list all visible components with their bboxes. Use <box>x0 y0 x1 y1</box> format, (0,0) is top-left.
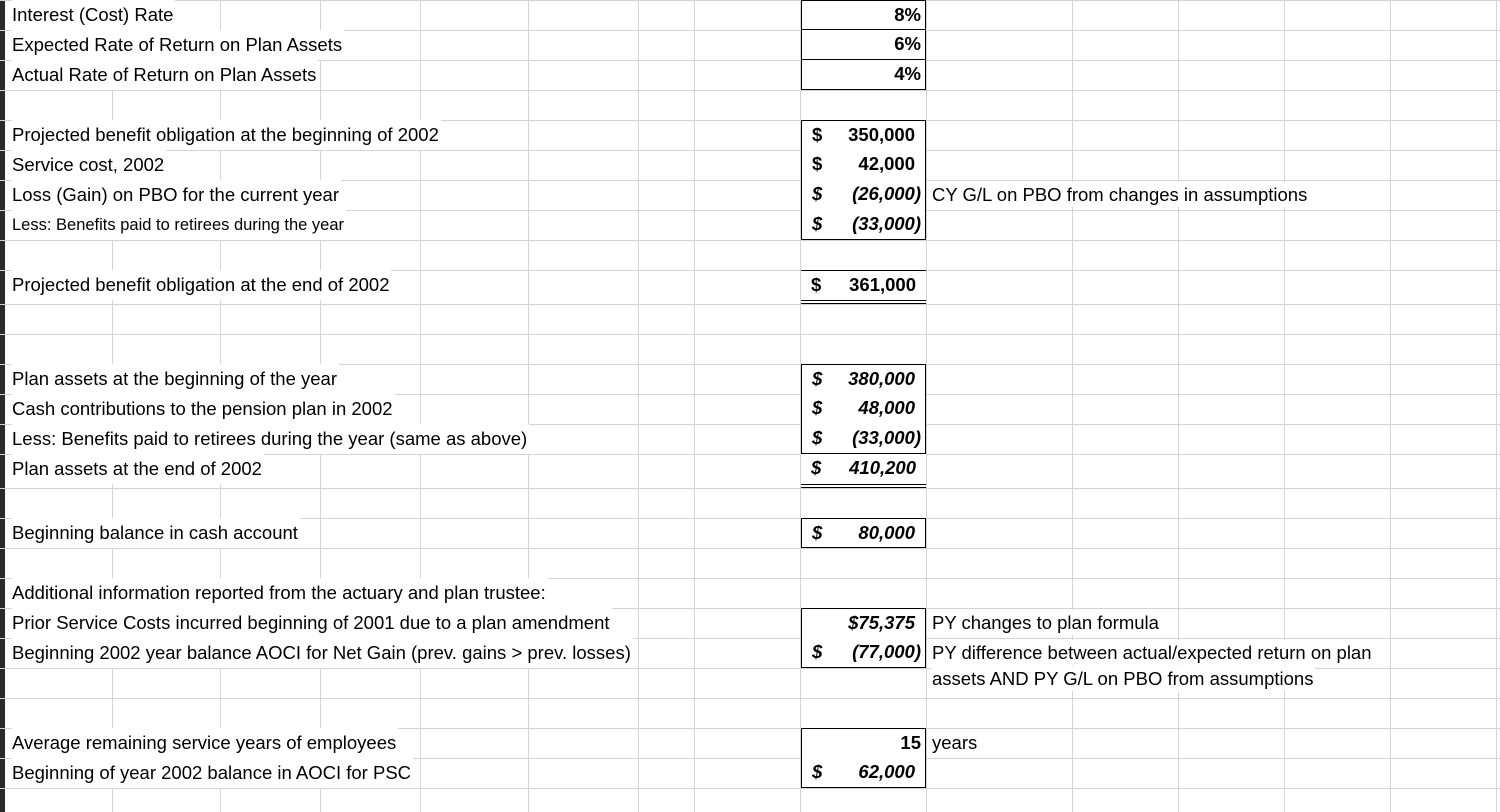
pbo-benefits-cell[interactable] <box>801 210 926 240</box>
contributions-value: 48,000 <box>858 397 915 418</box>
grid-column-line <box>638 0 639 812</box>
currency-symbol: $ <box>812 183 823 204</box>
interest-rate-label: Interest (Cost) Rate <box>12 0 175 30</box>
grid-row-line <box>0 698 1500 699</box>
grid-column-line <box>1390 0 1391 812</box>
actual-return-value: 4% <box>894 63 921 84</box>
pbo-begin-cell[interactable] <box>801 120 926 150</box>
psc-label: Prior Service Costs incurred beginning of 2001 due to a plan amendment <box>12 608 612 638</box>
currency-symbol: $ <box>812 761 823 782</box>
grid-column-line <box>694 0 695 812</box>
currency-symbol: $ <box>812 522 823 543</box>
grid-row-line <box>0 150 1500 151</box>
expected-return-value: 6% <box>894 33 921 54</box>
service-years-unit: years <box>932 732 978 753</box>
service-years-label: Average remaining service years of employees <box>12 728 398 758</box>
assets-end-value: 410,200 <box>849 457 916 478</box>
service-cost-label: Service cost, 2002 <box>12 150 166 180</box>
pbo-begin-value: 350,000 <box>848 124 915 145</box>
service-years-cell[interactable] <box>801 728 926 758</box>
expected-return-cell[interactable] <box>801 30 926 60</box>
actual-return-label: Actual Rate of Return on Plan Assets <box>12 60 318 90</box>
pbo-loss-note: CY G/L on PBO from changes in assumptions <box>932 184 1308 205</box>
assets-benefits-value: (33,000) <box>852 427 921 448</box>
grid-column-line <box>926 0 927 812</box>
aoci-psc-label: Beginning of year 2002 balance in AOCI for PSC <box>12 758 413 788</box>
expected-return-label: Expected Rate of Return on Plan Assets <box>12 30 344 60</box>
contributions-cell[interactable] <box>801 394 926 424</box>
currency-symbol: $ <box>812 368 823 389</box>
psc-value: $75,375 <box>848 612 915 633</box>
aoci-psc-value: 62,000 <box>858 761 915 782</box>
contributions-label: Cash contributions to the pension plan in 2002 <box>12 394 395 424</box>
aoci-gain-label: Beginning 2002 year balance AOCI for Net Gain (prev. gains > prev. losses) <box>12 638 633 668</box>
row-header-edge <box>0 0 5 812</box>
aoci-gain-note-2: assets AND PY G/L on PBO from assumptions <box>932 668 1314 689</box>
service-cost-value: 42,000 <box>858 153 915 174</box>
psc-cell[interactable] <box>801 608 926 638</box>
currency-symbol: $ <box>811 274 822 295</box>
currency-symbol: $ <box>812 397 823 418</box>
grid-row-line <box>0 304 1500 305</box>
pbo-end-cell[interactable] <box>801 270 926 304</box>
assets-begin-label: Plan assets at the beginning of the year <box>12 364 339 394</box>
grid-row-line <box>0 548 1500 549</box>
pbo-begin-label: Projected benefit obligation at the beginning of 2002 <box>12 120 441 150</box>
aoci-gain-note-1: PY difference between actual/expected return on plan <box>932 642 1372 663</box>
grid-column-line <box>1496 0 1497 812</box>
cash-balance-cell[interactable] <box>801 518 926 548</box>
grid-row-line <box>0 240 1500 241</box>
grid-row-line <box>0 788 1500 789</box>
cash-balance-value: 80,000 <box>858 522 915 543</box>
assets-benefits-label: Less: Benefits paid to retirees during the year (same as above) <box>12 424 529 454</box>
aoci-gain-cell[interactable] <box>801 638 926 668</box>
actual-return-cell[interactable] <box>801 60 926 90</box>
currency-symbol: $ <box>812 641 823 662</box>
aoci-psc-cell[interactable] <box>801 758 926 788</box>
interest-rate-value: 8% <box>894 4 921 25</box>
pbo-loss-cell[interactable] <box>801 180 926 210</box>
additional-info-header: Additional information reported from the actuary and plan trustee: <box>12 578 548 608</box>
assets-begin-value: 380,000 <box>848 368 915 389</box>
currency-symbol: $ <box>812 427 823 448</box>
pbo-end-label: Projected benefit obligation at the end of 2002 <box>12 270 391 300</box>
assets-benefits-cell[interactable] <box>801 424 926 454</box>
assets-end-cell[interactable] <box>801 454 926 488</box>
assets-begin-cell[interactable] <box>801 364 926 394</box>
psc-note: PY changes to plan formula <box>932 612 1159 633</box>
grid-column-line <box>528 0 529 812</box>
cash-balance-label: Beginning balance in cash account <box>12 518 300 548</box>
currency-symbol: $ <box>812 213 823 234</box>
interest-rate-cell[interactable] <box>801 0 926 30</box>
grid-row-line <box>0 334 1500 335</box>
service-years-value: 15 <box>900 732 921 753</box>
grid-row-line <box>0 90 1500 91</box>
grid-row-line <box>0 0 1500 1</box>
currency-symbol: $ <box>812 124 823 145</box>
pbo-loss-label: Loss (Gain) on PBO for the current year <box>12 180 341 210</box>
currency-symbol: $ <box>812 153 823 174</box>
service-cost-cell[interactable] <box>801 150 926 180</box>
pbo-benefits-label: Less: Benefits paid to retirees during the year <box>12 210 346 240</box>
pbo-end-value: 361,000 <box>849 274 916 295</box>
aoci-gain-value: (77,000) <box>852 641 921 662</box>
grid-row-line <box>0 488 1500 489</box>
assets-end-label: Plan assets at the end of 2002 <box>12 454 264 484</box>
currency-symbol: $ <box>811 457 822 478</box>
pbo-benefits-value: (33,000) <box>852 213 921 234</box>
pbo-loss-value: (26,000) <box>852 183 921 204</box>
